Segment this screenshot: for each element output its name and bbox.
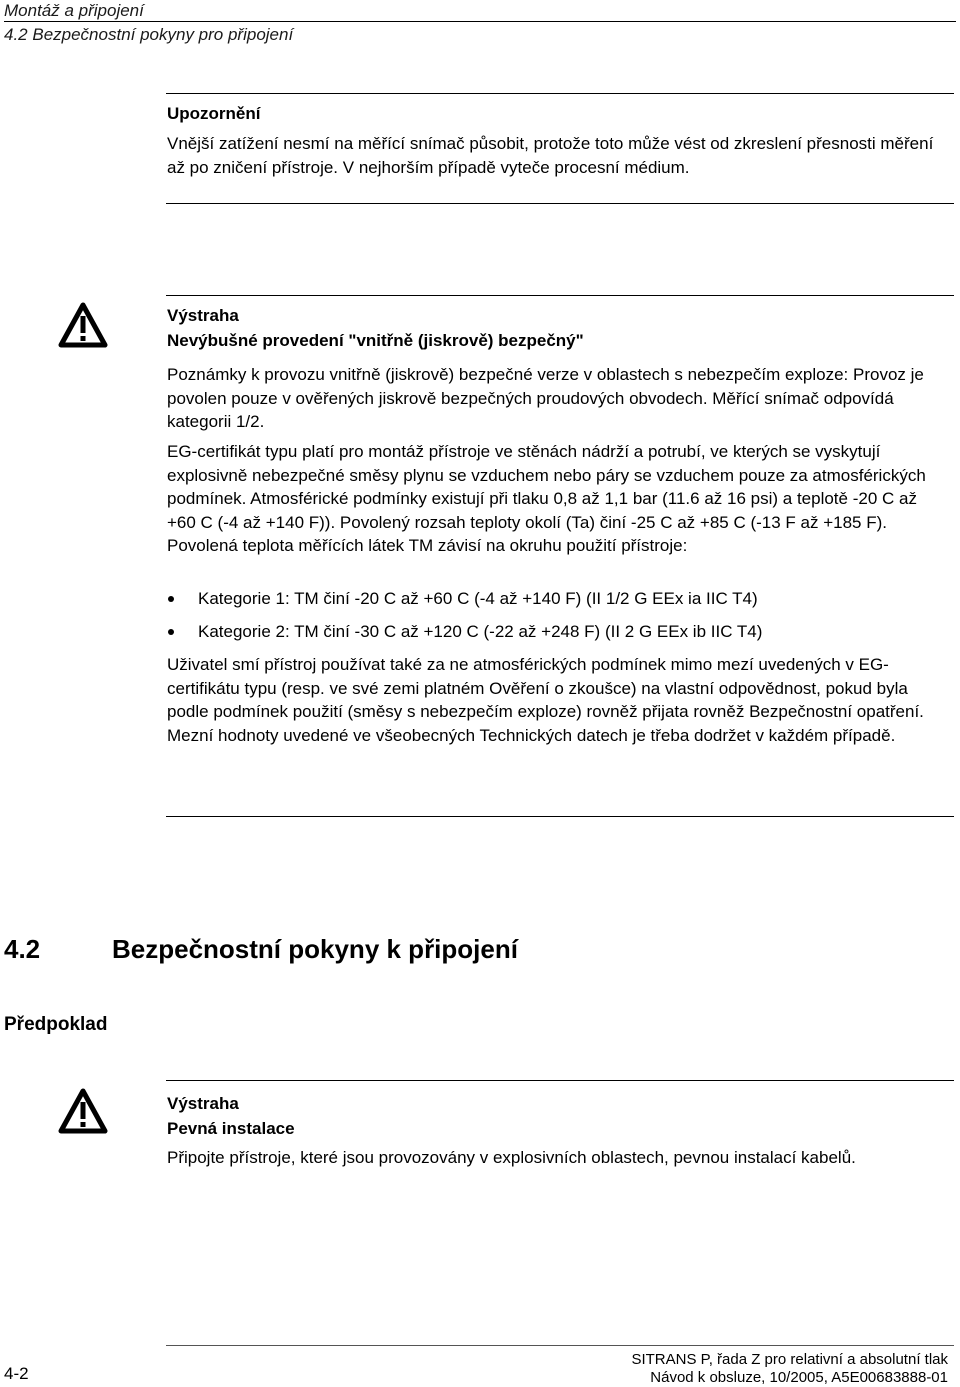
footer-product: SITRANS P, řada Z pro relativní a absolutní tlak xyxy=(631,1351,948,1368)
list-item xyxy=(168,621,762,643)
warning2-top-rule xyxy=(166,1080,954,1081)
page-number: 4-2 xyxy=(4,1364,29,1383)
warning1-paragraph-1: Poznámky k provozu vnitřně (jiskrově) bezpečné verze v oblastech s nebezpečím exploze: Provoz je povolen pouze v ověřených jiskrově bezpečných proudových obvodech. Měřící snímač odpovídá kategorii 1/2. xyxy=(167,365,924,431)
running-header-section: 4.2 Bezpečnostní pokyny pro připojení xyxy=(4,25,294,44)
prerequisite-heading: Předpoklad xyxy=(4,1014,108,1035)
bullet-text: Kategorie 2: TM činí -30 C až +120 C (-22 až +248 F) (II 2 G EEx ib IIC T4) xyxy=(198,622,763,641)
warning1-top-rule xyxy=(166,295,954,296)
notice-bottom-rule xyxy=(166,203,954,204)
footer-manual: Návod k obsluze, 10/2005, A5E00683888-01 xyxy=(650,1369,948,1386)
list-item xyxy=(168,588,758,610)
warning1-subtitle: Nevýbušné provedení "vnitřně (jiskrově) bezpečný" xyxy=(167,331,584,350)
section-title: Bezpečnostní pokyny k připojení xyxy=(112,934,518,964)
warning1-paragraph-2: EG-certifikát typu platí pro montáž přístroje ve stěnách nádrží a potrubí, ve kterých se vyskytují explosivně nebezpečné směsy plynu se vzduchem nebo páry se vzduchem pouze za atmosférických podmínek. Atmosférické podmínky existují při tlaku 0,8 až 1,1 bar (11.6 až 16 psi) a teplotě -20 C až +60 C (-4 až +140 F)). Povolený rozsah teploty okolí (Ta) činí -25 C až +85 C (-13 F až +185 F). Povolená teplota měřících látek TM závisí na okruhu použití přístroje: xyxy=(167,442,926,555)
running-header-chapter: Montáž a připojení xyxy=(4,1,144,20)
warning-triangle-icon xyxy=(58,1088,108,1134)
bullet-icon xyxy=(168,596,174,602)
warning2-title: Výstraha xyxy=(167,1094,239,1113)
notice-title: Upozornění xyxy=(167,104,261,123)
notice-text: Vnější zatížení nesmí na měřící snímač působit, protože toto může vést od zkreslení přesnosti měření až po zničení přístroje. V nejhorším případě vyteče procesní médium. xyxy=(167,134,934,177)
bullet-text: Kategorie 1: TM činí -20 C až +60 C (-4 až +140 F) (II 1/2 G EEx ia IIC T4) xyxy=(198,589,758,608)
warning-triangle-icon xyxy=(58,302,108,348)
warning1-paragraph-3: Uživatel smí přístroj používat také za ne atmosférických podmínek mimo mezí uvedených v EG-certifikátu typu (resp. ve své zemi platném Ověření o zkoušce) na vlastní odpovědnost, pokud byla podle podmínek použití (směsy s nebezpečím exploze) rovněž přijata rovněž Bezpečnostní opatření. Mezní hodnoty uvedené ve všeobecných Technických datech je třeba dodržet v každém případě. xyxy=(167,655,924,745)
header-divider xyxy=(4,21,956,22)
warning2-text: Připojte přístroje, které jsou provozovány v explosivních oblastech, pevnou instalací kabelů. xyxy=(167,1148,856,1167)
section-number: 4.2 xyxy=(4,934,41,964)
warning1-title: Výstraha xyxy=(167,306,239,325)
bullet-icon xyxy=(168,629,174,635)
section-heading xyxy=(4,933,518,965)
footer-rule xyxy=(166,1345,954,1346)
notice-top-rule xyxy=(166,93,954,94)
warning1-bottom-rule xyxy=(166,816,954,817)
warning2-subtitle: Pevná instalace xyxy=(167,1119,295,1138)
